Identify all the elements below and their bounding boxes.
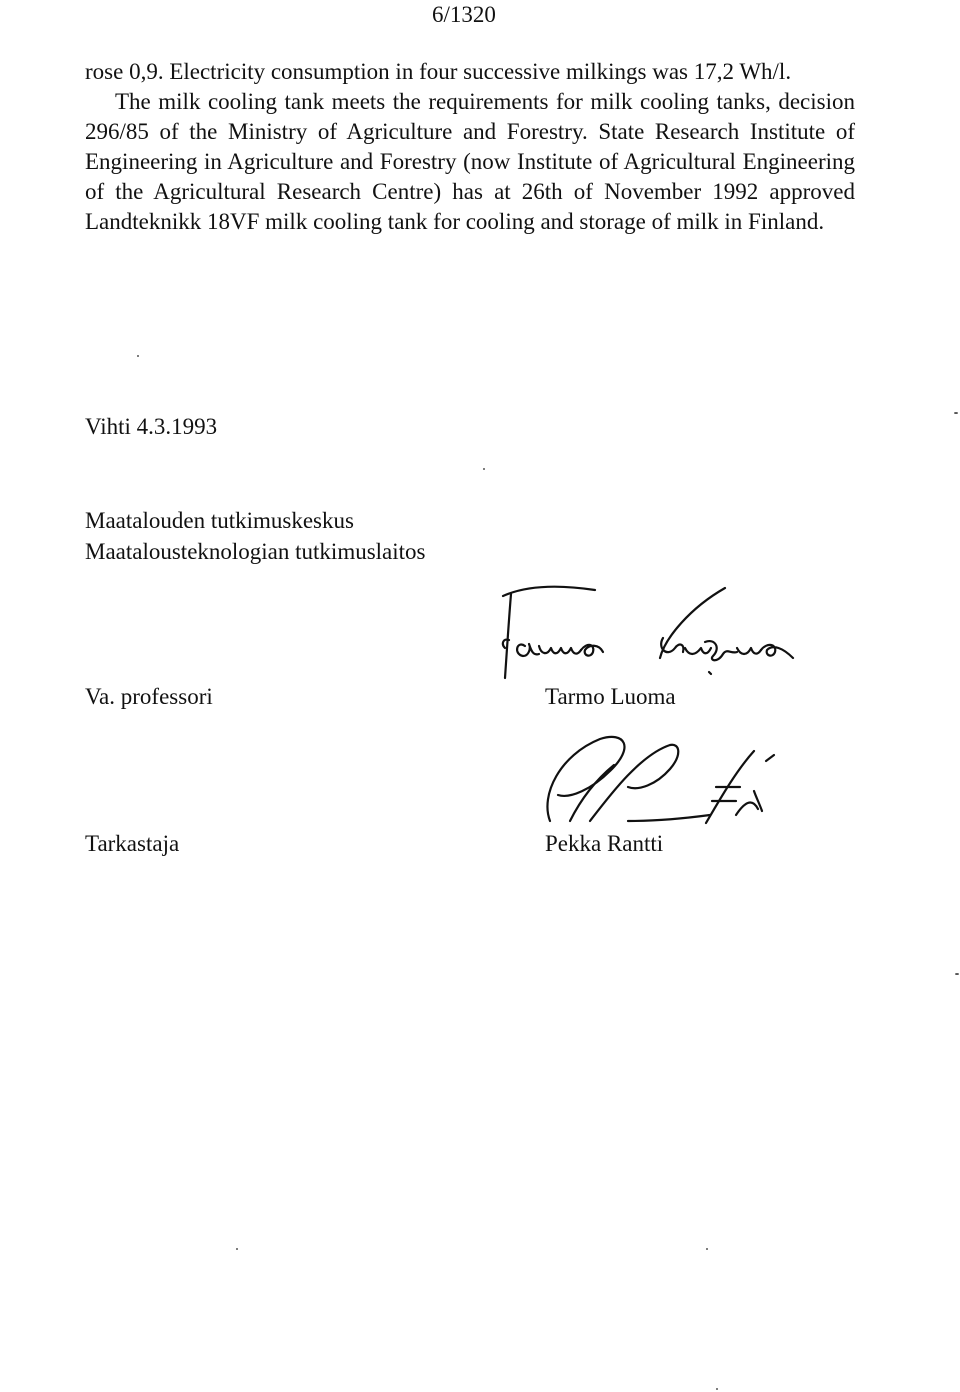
paragraph-1: rose 0,9. Electricity consumption in four successive milkings was 17,2 Wh/l.: [85, 59, 792, 84]
scan-speck: [955, 973, 959, 975]
signer-name-2: Pekka Rantti: [545, 831, 664, 856]
institution-line-1: Maatalouden tutkimuskeskus: [85, 508, 354, 533]
paragraph-2: The milk cooling tank meets the requirements for milk cooling tanks, decision 296/85 of the Ministry of Agriculture and Forestry. State Research Institute of Engineering in Agriculture and Forestry (now Institute of Agricultural Engineering of the Agricultural Research Centre) has at 26th of November 1992 approved Landteknikk 18VF milk cooling tank for cooling and storage of milk in Finland.: [85, 89, 855, 234]
place-date: Vihti 4.3.1993: [85, 414, 218, 439]
scan-speck: [483, 468, 485, 470]
signature-pekka-rantti: [530, 725, 800, 830]
scan-speck: [716, 1388, 718, 1390]
institution-block: [85, 505, 426, 567]
scan-speck: [137, 355, 139, 357]
scan-speck: [236, 1248, 238, 1250]
scan-speck: [954, 412, 958, 414]
signer-name-1: Tarmo Luoma: [545, 684, 676, 709]
role-label-2: Tarkastaja: [85, 831, 180, 856]
scan-speck: [706, 1248, 708, 1250]
role-label-1: Va. professori: [85, 684, 213, 709]
page-number: 6/1320: [432, 2, 496, 27]
institution-line-2: Maatalousteknologian tutkimuslaitos: [85, 539, 426, 564]
body-text: [85, 57, 855, 237]
signature-tarmo-luoma: [495, 578, 855, 688]
